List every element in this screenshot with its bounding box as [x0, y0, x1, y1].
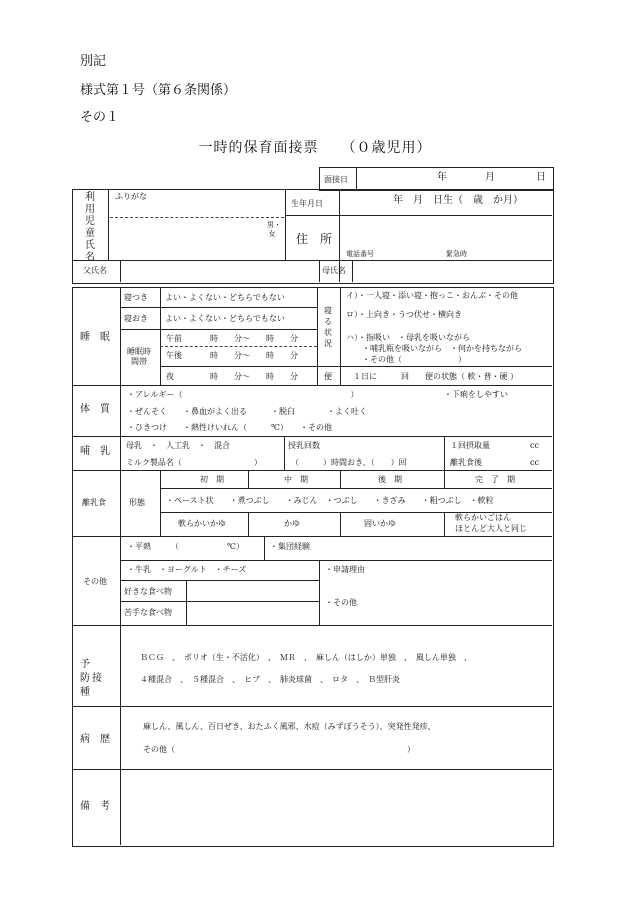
dairy-options[interactable]: ・牛乳 ・ヨーグルト ・チーズ: [127, 565, 247, 574]
food-gruel: かゆ: [284, 519, 300, 528]
vaccination-list-1[interactable]: ＢＣＧ 、 ポリオ（生・不活化） 、 ＭＲ 、 麻しん（はしか）単独 、 風しん単独 、: [140, 653, 472, 662]
stage-early: 初 期: [200, 475, 224, 484]
father-name-label: 父氏名: [83, 266, 107, 275]
wake-value[interactable]: よい・よくない・どちらでもない: [165, 314, 285, 323]
group-experience-field[interactable]: ・集団経験: [270, 542, 310, 551]
food-soft-gruel: 軟らかいかゆ: [178, 519, 226, 528]
application-reason-field[interactable]: ・申請理由: [325, 565, 365, 574]
sleep-state-ha1[interactable]: ハ）・指吸い ・母乳を吸いながら: [346, 333, 470, 342]
remarks-label: 備 考: [80, 801, 110, 812]
birthdate-label: 生年月日: [291, 199, 323, 208]
stage-middle: 中 期: [284, 475, 308, 484]
intake-amount-unit: cc: [530, 441, 539, 450]
stage-late: 後 期: [378, 475, 402, 484]
sleep-state-i[interactable]: イ）・一人寝・添い寝・抱っこ・おんぶ・その他: [346, 291, 518, 300]
interview-month[interactable]: 月: [485, 172, 495, 183]
feeding-type[interactable]: 母乳 ・ 人工乳 ・ 混合: [126, 441, 230, 450]
medical-history-other[interactable]: その他（ ）: [143, 745, 415, 754]
night-time[interactable]: 時 分〜 時 分: [210, 372, 298, 381]
vaccination-label: 予 防接 種: [80, 659, 116, 698]
feeding-label: 哺 乳: [80, 446, 110, 457]
dislikes-label: 苦手な食べ物: [124, 608, 172, 617]
medical-history-list[interactable]: 麻しん、風しん、百日ぜき、おたふく風邪、水痘（みずぼうそう）、突発性発疹、: [143, 722, 436, 731]
weaning-forms[interactable]: ・ペースト状 ・煮つぶし ・みじん ・つぶし ・きざみ ・粗つぶし ・軟粒: [166, 496, 494, 505]
vaccination-list-2[interactable]: ４種混合 、 ５種混合 、 ヒブ 、 肺炎球菌 、 ロタ 、 Ｂ型肝炎: [140, 675, 400, 684]
sleep-onset-value[interactable]: よい・よくない・どちらでもない: [165, 293, 285, 302]
nap-time-label: 睡眠時間帯: [127, 347, 151, 366]
sleep-label: 睡 眠: [80, 332, 110, 343]
milk-product-field[interactable]: ミルク製品名（ ）: [126, 458, 262, 467]
mother-name-label: 母氏名: [322, 266, 346, 275]
sleep-state-label: 寝る状況: [324, 306, 332, 348]
wake-label: 寝おき: [124, 314, 148, 323]
interview-year[interactable]: 年: [437, 172, 447, 183]
constitution-options-3[interactable]: ・ひきつけ ・熱性けいれん（ ℃） ・その他: [127, 423, 332, 432]
address-label: 住 所: [296, 232, 333, 246]
emergency-label: 緊急時: [446, 250, 467, 258]
annex-label: 別記: [80, 54, 107, 69]
interview-date-label: 面接日: [324, 175, 348, 184]
constitution-label: 体 質: [80, 404, 110, 415]
night-label: 夜: [166, 372, 174, 381]
feeding-count-value[interactable]: （ ）時間おき、（ ）回: [291, 458, 407, 467]
nap-am-time[interactable]: 時 分〜 時 分: [210, 334, 298, 343]
weaning-label: 離乳食: [82, 498, 106, 507]
stage-complete: 完 了 期: [475, 475, 515, 484]
stool-label: 便: [324, 372, 332, 381]
constitution-options-2[interactable]: ・ぜんそく ・鼻血がよく出る ・脱臼 ・よく吐く: [127, 407, 367, 416]
intake-amount-label: １回摂取量: [450, 441, 490, 450]
furigana-label: ふりがな: [115, 192, 147, 201]
page-title: 一時的保育面接票 （０歳児用）: [198, 140, 432, 156]
child-name-label: 利用児童氏名: [85, 192, 95, 263]
sleep-state-ha3[interactable]: ・その他（ ）: [362, 355, 466, 364]
interview-day[interactable]: 日: [536, 172, 546, 183]
likes-label: 好きな食べ物: [124, 587, 172, 596]
other-notes-field[interactable]: ・その他: [325, 598, 357, 607]
nap-am-label: 午前: [166, 334, 182, 343]
sleep-onset-label: 寝つき: [124, 293, 148, 302]
remarks-field[interactable]: [122, 771, 550, 843]
diarrhea-option[interactable]: ・下痢をしやすい: [444, 390, 508, 399]
sex-select[interactable]: 男・女: [267, 221, 281, 238]
allergy-field[interactable]: ・アレルギー（ ）: [127, 390, 359, 399]
normal-temp-field[interactable]: ・平熱 （ ℃）: [127, 542, 244, 551]
food-adult: ほとんど大人と同じ: [455, 524, 527, 533]
form-number: 様式第１号（第６条関係）: [80, 83, 237, 98]
birthdate-value[interactable]: 年 月 日生（ 歳 か月）: [393, 195, 523, 206]
form-part: その１: [80, 110, 120, 125]
food-soft-rice: 軟らかいごはん: [455, 513, 511, 522]
sleep-state-ro[interactable]: ロ）・上向き・うつ伏せ・横向き: [346, 310, 462, 319]
phone-label: 電話番号: [346, 250, 374, 258]
after-weaning-label: 離乳食後: [450, 458, 482, 467]
stool-value[interactable]: １日に 回 便の状態（ 軟・普・硬 ）: [353, 372, 519, 381]
nap-pm-label: 午後: [166, 351, 182, 360]
after-weaning-unit: cc: [530, 458, 539, 467]
other-label: その他: [83, 577, 107, 586]
sleep-state-ha2[interactable]: ・哺乳瓶を吸いながら ・何かを持ちながら: [362, 344, 522, 353]
medical-history-label: 病 歴: [80, 734, 110, 745]
food-firm-gruel: 固いかゆ: [364, 519, 396, 528]
weaning-form-label: 形態: [129, 498, 145, 507]
feeding-count-label: 授乳回数: [288, 441, 320, 450]
nap-pm-time[interactable]: 時 分〜 時 分: [210, 351, 298, 360]
